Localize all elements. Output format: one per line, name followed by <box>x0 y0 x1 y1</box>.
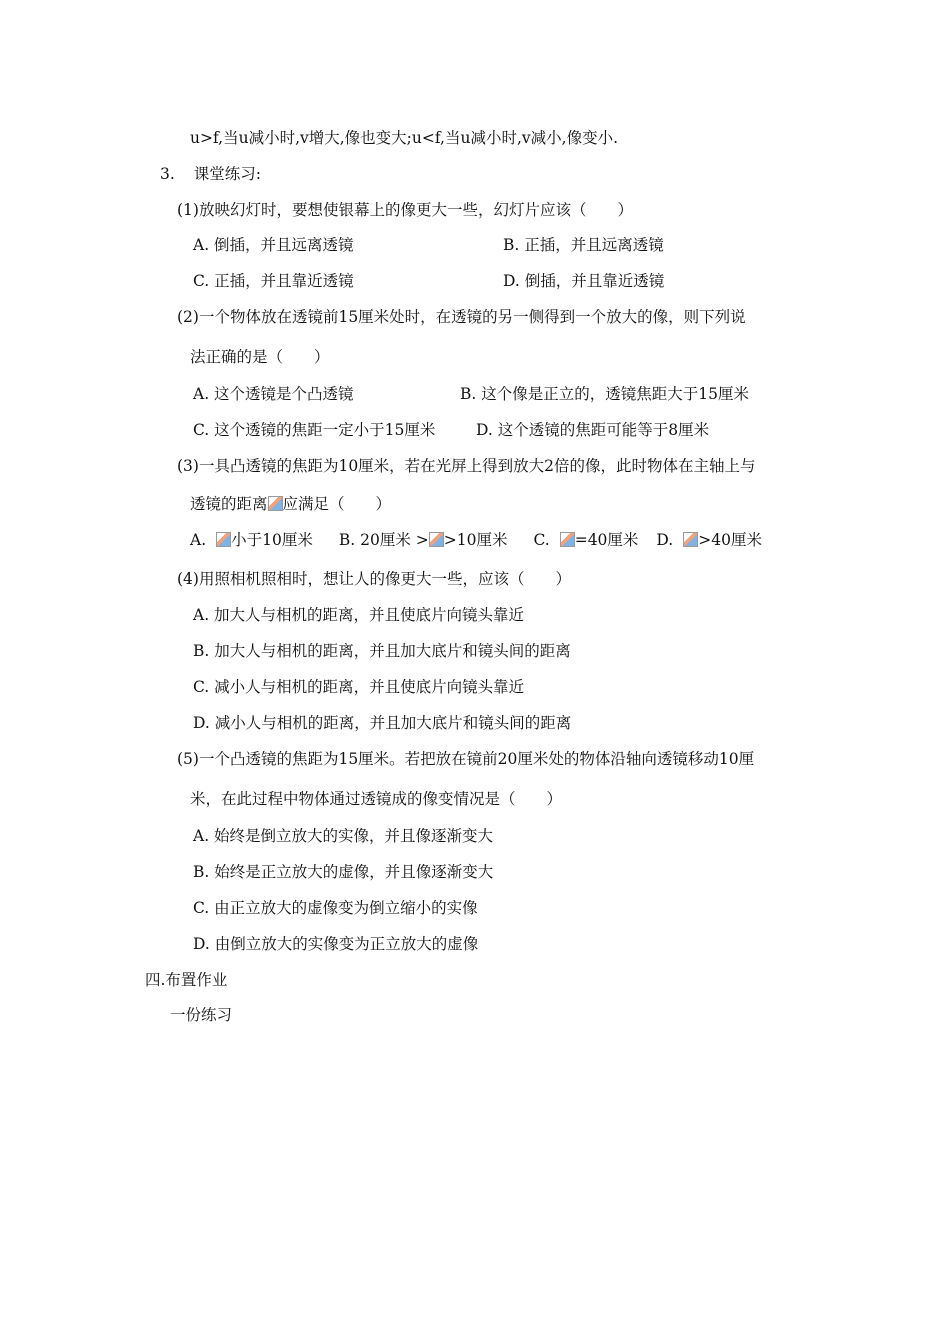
q2-stem-line2: 法正确的是（ ） <box>190 348 330 366</box>
q4-option-b: B. 加大人与相机的距离，并且加大底片和镜头间的距离 <box>193 642 571 660</box>
q3-option-c-text: =40厘米 <box>574 531 639 549</box>
broken-image-icon <box>683 532 698 547</box>
q2-stem-line1: (2)一个物体放在透镜前15厘米处时，在透镜的另一侧得到一个放大的像，则下列说 <box>177 308 746 326</box>
section-3-heading <box>160 164 261 184</box>
broken-image-icon <box>429 532 444 547</box>
broken-image-icon <box>560 532 575 547</box>
q3-option-b-pre: B. 20厘米 > <box>338 531 429 549</box>
q3-option-a-letter: A. <box>190 531 207 549</box>
q5-stem-line1: (5)一个凸透镜的焦距为15厘米。若把放在镜前20厘米处的物体沿轴向透镜移动10厘 <box>177 750 755 768</box>
section-3-title: 课堂练习: <box>193 165 261 183</box>
q4-option-c: C. 减小人与相机的距离，并且使底片向镜头靠近 <box>193 678 525 696</box>
intro-line: u>f,当u减小时,v增大,像也变大;u<f,当u减小时,v减小,像变小. <box>190 129 618 147</box>
q5-option-c: C. 由正立放大的虚像变为倒立缩小的实像 <box>193 899 478 917</box>
q1-stem: (1)放映幻灯时，要想使银幕上的像更大一些，幻灯片应该（ ） <box>177 201 633 219</box>
q3-option-b <box>339 531 508 549</box>
section-4-content: 一份练习 <box>170 1006 233 1024</box>
section-3-number: 3. <box>160 165 175 183</box>
q2-option-c: C. 这个透镜的焦距一定小于15厘米 <box>193 421 436 439</box>
q3-options-row <box>190 530 762 550</box>
broken-image-icon <box>268 496 283 511</box>
q1-option-c: C. 正插，并且靠近透镜 <box>193 272 354 290</box>
q3-option-d-text: >40厘米 <box>698 531 762 549</box>
q1-option-a: A. 倒插，并且远离透镜 <box>193 236 354 254</box>
q3-stem-line1: (3)一具凸透镜的焦距为10厘米，若在光屏上得到放大2倍的像，此时物体在主轴上与 <box>177 457 756 475</box>
q3-stem-line2-pre: 透镜的距离 <box>190 495 268 513</box>
q3-stem-line2 <box>190 494 391 514</box>
q5-option-a: A. 始终是倒立放大的实像，并且像逐渐变大 <box>193 827 494 845</box>
q4-option-d: D. 减小人与相机的距离，并且加大底片和镜头间的距离 <box>193 714 572 732</box>
q3-option-a-text: 小于10厘米 <box>231 531 313 549</box>
q2-option-d: D. 这个透镜的焦距可能等于8厘米 <box>476 421 710 439</box>
q5-option-d: D. 由倒立放大的实像变为正立放大的虚像 <box>193 935 479 953</box>
q2-option-a: A. 这个透镜是个凸透镜 <box>193 385 354 403</box>
q3-option-a <box>190 531 313 549</box>
q1-option-b: B. 正插，并且远离透镜 <box>503 236 664 254</box>
broken-image-icon <box>216 532 231 547</box>
q3-option-d <box>656 531 762 549</box>
q3-option-b-post: >10厘米 <box>443 531 508 549</box>
q3-stem-line2-post: 应满足（ ） <box>282 495 392 513</box>
q4-stem: (4)用照相机照相时，想让人的像更大一些，应该（ ） <box>177 570 571 588</box>
q2-option-b: B. 这个像是正立的，透镜焦距大于15厘米 <box>460 385 749 403</box>
q1-option-d: D. 倒插，并且靠近透镜 <box>503 272 665 290</box>
q4-option-a: A. 加大人与相机的距离，并且使底片向镜头靠近 <box>193 606 525 624</box>
q3-option-c <box>533 531 638 549</box>
q5-option-b: B. 始终是正立放大的虚像，并且像逐渐变大 <box>193 863 494 881</box>
section-4-title: 四.布置作业 <box>145 971 228 989</box>
q5-stem-line2: 米，在此过程中物体通过透镜成的像变情况是（ ） <box>190 790 563 808</box>
q3-option-c-letter: C. <box>533 531 550 549</box>
q3-option-d-letter: D. <box>656 531 674 549</box>
